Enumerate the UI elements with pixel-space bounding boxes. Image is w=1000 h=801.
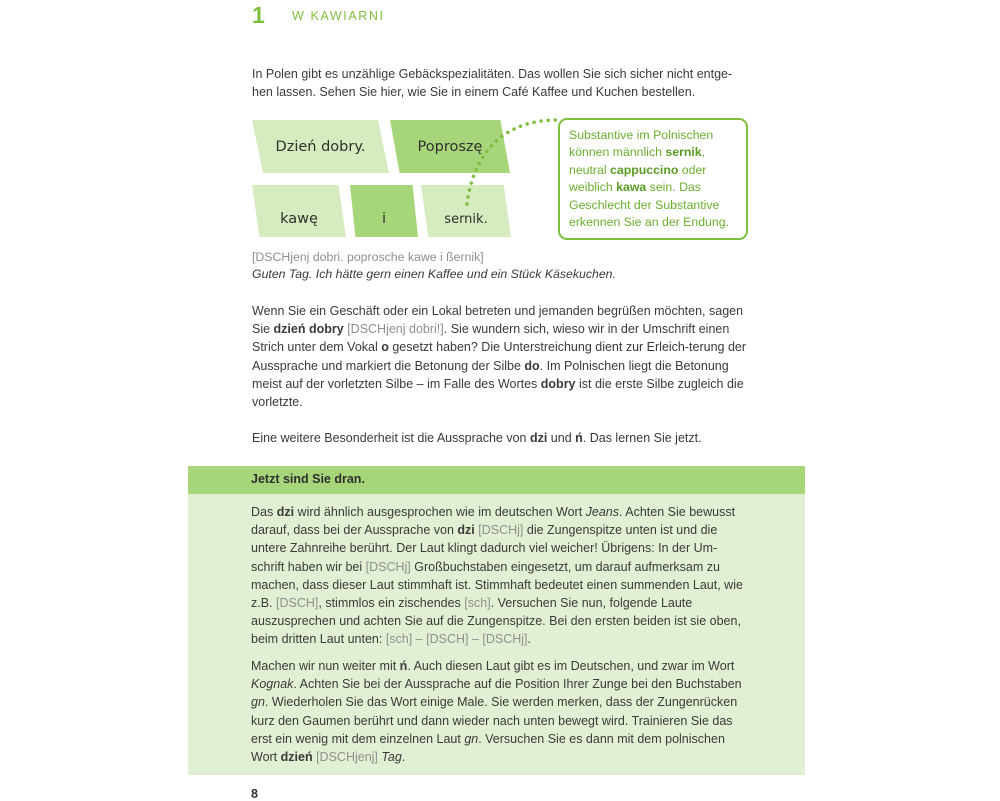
phrase-tile-kawe	[252, 185, 346, 237]
phrase-tile-label: sernik.	[444, 211, 488, 227]
intro-line-2: hen lassen. Sehen Sie hier, wie Sie in einem Café Kaffee und Kuchen bestellen.	[252, 85, 696, 100]
phrase-tile-label: Poproszę	[417, 138, 483, 155]
phonetic-transcript: [DSCHjenj dobri. poprosche kawe i ßernik]	[252, 250, 484, 264]
exercise-title: Jetzt sind Sie dran.	[251, 472, 365, 486]
dotted-connector	[455, 112, 565, 212]
intro-paragraph	[252, 65, 748, 101]
exercise-paragraph-n: Machen wir nun weiter mit ń. Auch diesen Laut gibt es im Deutschen, und zwar im Wort Kognak. Achten Sie bei der Aussprache auf die Position Ihrer Zunge bei den Buchstaben gn. Wiederholen Sie das Wort einige Male. Sie werden merken, dass der Zungenrücken kurz den Gaumen berührt und dann wieder nach unten bewegt wird. Trainieren Sie das erst ein wenig mit dem einzelnen Laut gn. Versuchen Sie es dann mit dem polnischen Wort dzień [DSCHjenj] Tag.	[251, 659, 742, 765]
pronunciation-intro-paragraph: Eine weitere Besonderheit ist die Aussprache von dzi und ń. Das lernen Sie jetzt.	[252, 431, 702, 445]
phrase-tile-i	[350, 185, 418, 237]
phrase-tile-label: i	[381, 211, 387, 227]
chapter-title: W KAWIARNI	[292, 9, 385, 23]
exercise-box	[188, 466, 805, 775]
exercise-header	[188, 466, 805, 494]
phrase-tile-label: Dzień dobry.	[275, 138, 366, 155]
grammar-note: Substantive im Polnischen können männlich sernik, neutral cappuccino oder weiblich kawa sein. Das Geschlecht der Substantive erkennen Sie an der Endung.	[558, 118, 748, 240]
phrase-tile-dzien-dobry	[252, 120, 389, 173]
german-translation: Guten Tag. Ich hätte gern einen Kaffee und ein Stück Käsekuchen.	[252, 267, 616, 281]
greeting-paragraph: Wenn Sie ein Geschäft oder ein Lokal betreten und jemanden begrüßen möchten, sagen Sie dzień dobry [DSCHjenj dobri!]. Sie wundern sich, wieso wir in der Umschrift einen Strich unter dem Vokal o gesetzt haben? Die Unterstreichung dient zur Erleich-terung der Aussprache und markiert die Betonung der Silbe do. Im Polnischen liegt die Betonung meist auf der vorletzten Silbe – im Falle des Wortes dobry ist die erste Silbe zugleich die vorletzte.	[252, 304, 747, 410]
phrase-tile-label: kawę	[280, 211, 318, 227]
exercise-paragraph-dzi: Das dzi wird ähnlich ausgesprochen wie im deutschen Wort Jeans. Achten Sie bewusst darauf, dass bei der Aussprache von dzi [DSCHj] die Zungenspitze unten ist und die untere Zahnreihe berührt. Der Laut klingt dadurch viel weicher! Übrigens: In der Um-schrift haben wir bei [DSCHj] Großbuchstaben eingesetzt, um darauf aufmerksam zu machen, dass dieser Laut stimmhaft ist. Stimmhaft bedeutet einen summenden Laut, wie z.B. [DSCH], stimmlos ein zischendes [sch]. Versuchen Sie nun, folgende Laute auszusprechen und achten Sie auf die Zungenspitze. Bei den ersten beiden ist sie oben, beim dritten Laut unten: [sch] – [DSCH] – [DSCHj].	[251, 505, 743, 647]
intro-line-1: In Polen gibt es unzählige Gebäckspezialitäten. Das wollen Sie sich sicher nicht entge-	[252, 67, 733, 81]
page-number: 8	[251, 787, 258, 801]
chapter-number: 1	[252, 2, 265, 28]
